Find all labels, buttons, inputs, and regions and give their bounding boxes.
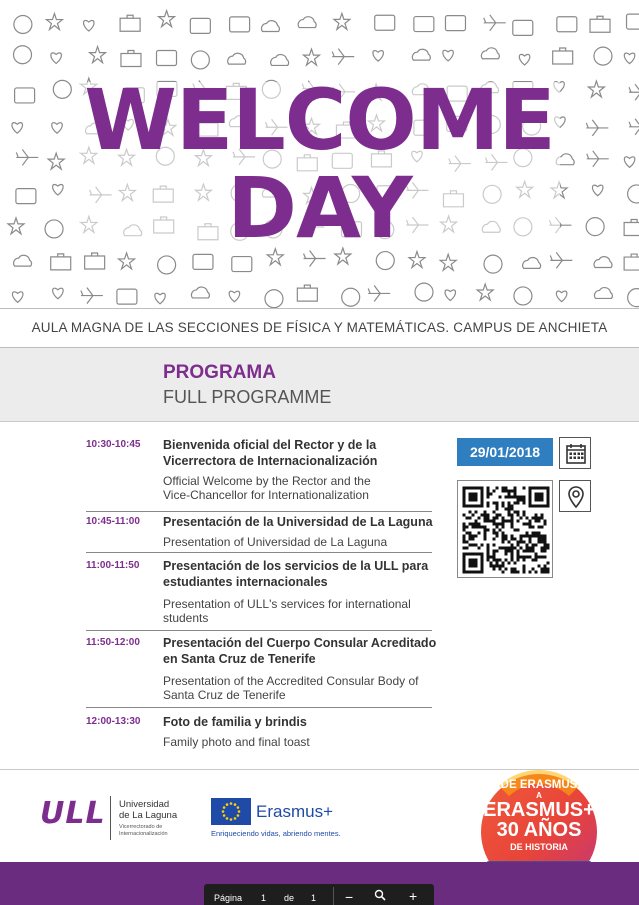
eu-flag-icon (211, 798, 251, 825)
doodle-shape (375, 15, 395, 30)
doodle-shape (298, 17, 316, 28)
schedule-time: 11:50-12:00 (86, 637, 140, 648)
schedule-title-es-line: Vicerrectora de Internacionalización (163, 454, 378, 468)
doodle-shape (191, 287, 209, 298)
doodle-shape (523, 258, 541, 269)
doodle-shape (232, 257, 252, 272)
schedule-row (86, 714, 432, 754)
programme-band (0, 348, 639, 422)
logo-divider (110, 796, 111, 840)
doodle-shape (624, 53, 635, 64)
doodle-shape (553, 48, 573, 64)
zoom-in-button[interactable]: + (409, 888, 418, 904)
ull-subtitle-line: Vicerrectorado de (119, 824, 163, 830)
schedule-title-en-line: students (163, 611, 209, 625)
doodle-shape (271, 55, 289, 66)
ull-name-line: de La Laguna (119, 810, 178, 821)
doodle-shape (159, 11, 175, 27)
doodle-shape (53, 288, 64, 299)
schedule-title-es (163, 635, 443, 667)
doodle-shape (556, 291, 567, 302)
doodle-shape (557, 17, 577, 32)
schedule-title-en-line: Presentation of the Accredited Consular Body of (163, 674, 419, 688)
doodle-shape (590, 16, 610, 32)
doodle-shape (51, 254, 71, 270)
doodle-shape (414, 17, 434, 32)
schedule-row (86, 635, 437, 711)
schedule-title-en (163, 735, 443, 749)
qr-code[interactable] (457, 480, 553, 578)
row-divider (86, 511, 432, 512)
doodle-shape (228, 53, 246, 64)
doodle-shape (628, 289, 639, 307)
doodle-shape (342, 288, 360, 306)
schedule-title-es-line: estudiantes internacionales (163, 575, 328, 589)
programme-subheading: FULL PROGRAMME (163, 387, 332, 407)
schedule-title-es-line: Presentación de la Universidad de La Laguna (163, 515, 433, 529)
doodle-shape (514, 287, 532, 305)
total-pages: 1 (311, 893, 317, 903)
doodle-shape (84, 20, 95, 31)
doodle-shape (334, 13, 350, 29)
doodle-shape (594, 47, 612, 65)
doodle-shape (121, 51, 141, 67)
schedule-title-en-line: Vice-Chancellor for Internationalization (163, 488, 369, 502)
calendar-icon (559, 437, 591, 469)
ull-name-line: Universidad (119, 799, 170, 810)
doodle-shape (193, 254, 213, 269)
badge-line2: A (536, 791, 542, 800)
doodle-shape (368, 285, 390, 301)
doodle-shape (12, 292, 23, 303)
doodle-shape (594, 288, 612, 299)
doodle-shape (157, 51, 177, 66)
doodle-shape (190, 18, 210, 33)
page-label: Página (214, 893, 243, 903)
programme-heading: PROGRAMA (163, 362, 276, 383)
venue-banner: AULA MAGNA DE LAS SECCIONES DE FÍSICA Y MATEMÁTICAS. CAMPUS DE ANCHIETA (0, 308, 639, 348)
doodle-shape (484, 15, 506, 31)
schedule-row (86, 437, 432, 513)
doodle-shape (513, 20, 533, 35)
schedule-title-es (163, 714, 443, 730)
doodle-shape (14, 255, 32, 266)
doodle-shape (229, 291, 240, 302)
current-page-input[interactable]: 1 (261, 893, 267, 903)
schedule-time: 12:00-13:30 (86, 716, 141, 727)
doodle-shape (415, 283, 433, 301)
schedule-title-en-line: Presentation of Universidad de La Laguna (163, 535, 388, 549)
ull-subtitle-line: Internacionalización (119, 830, 168, 837)
schedule-title-es-line: Bienvenida oficial del Rector y de la (163, 438, 377, 452)
row-divider (86, 630, 432, 631)
doodle-shape (303, 49, 319, 65)
doodle-shape (412, 49, 430, 60)
doodle-shape (373, 51, 384, 62)
schedule-time: 10:45-11:00 (86, 516, 140, 527)
doodle-shape (155, 293, 166, 304)
doodle-shape (445, 16, 465, 31)
of-label: de (284, 893, 295, 903)
schedule-title-en-line: Official Welcome by the Rector and the (163, 474, 371, 488)
badge-line5: DE HISTORIA (510, 842, 568, 852)
doodle-shape (262, 21, 280, 32)
schedule-title-en-line: Santa Cruz de Tenerife (163, 688, 286, 702)
doodle-shape (624, 254, 639, 270)
doodle-shape (265, 290, 283, 308)
doodle-shape (594, 257, 612, 268)
schedule-time: 10:30-10:45 (86, 439, 141, 450)
ull-logo: ULL (40, 796, 106, 831)
doodle-shape (443, 50, 454, 61)
doodle-shape (117, 289, 137, 304)
doodle-shape (445, 290, 456, 301)
title-welcome: WELCOME (84, 71, 555, 169)
zoom-icon[interactable] (374, 889, 386, 903)
schedule-title-es (163, 558, 443, 590)
erasmus-tagline: Enriqueciendo vidas, abriendo mentes. (211, 829, 341, 838)
doodle-shape (158, 256, 176, 274)
schedule-title-en (163, 474, 443, 502)
row-divider (86, 552, 432, 553)
schedule-title-es-line: Presentación de los servicios de la ULL para (163, 559, 429, 573)
doodle-shape (484, 255, 502, 273)
doodle-shape (14, 15, 32, 33)
schedule-row (86, 558, 432, 634)
ull-subtitle (119, 824, 199, 837)
schedule-title-es (163, 514, 443, 530)
pager-divider (333, 887, 334, 905)
badge-line4: 30 AÑOS (496, 819, 582, 841)
schedule-title-en-line: Presentation of ULL's services for international (163, 597, 411, 611)
schedule-title-en (163, 597, 443, 625)
badge-line1: DE ERASMUS (500, 779, 578, 791)
map-pin-icon (559, 480, 591, 512)
zoom-out-button[interactable]: − (345, 889, 354, 905)
doodle-shape (627, 14, 639, 29)
title-day: DAY (227, 159, 412, 257)
qr-code-image (458, 481, 554, 579)
doodle-shape (519, 54, 530, 65)
doodle-shape (14, 46, 32, 64)
schedule-title-es-line: en Santa Cruz de Tenerife (163, 652, 316, 666)
doodle-shape (90, 47, 106, 63)
doodle-shape (332, 49, 354, 65)
doodle-shape (297, 285, 317, 301)
schedule-title-en-line: Family photo and final toast (163, 735, 310, 749)
row-divider (86, 707, 432, 708)
schedule-title-en (163, 535, 443, 549)
schedule-title-es-line: Foto de familia y brindis (163, 715, 307, 729)
schedule-title-es-line: Presentación del Cuerpo Consular Acreditado (163, 636, 437, 650)
doodle-shape (477, 284, 493, 300)
event-date-badge: 29/01/2018 (457, 438, 553, 466)
schedule-title-en (163, 674, 443, 702)
doodle-shape (481, 48, 499, 59)
doodle-shape (440, 254, 456, 270)
doodle-shape (230, 17, 250, 32)
doodle-shape (120, 15, 140, 31)
schedule-title-es (163, 437, 443, 469)
schedule-row (86, 514, 432, 554)
ull-name (119, 799, 199, 821)
hero-banner (0, 0, 639, 308)
doodle-shape (51, 53, 62, 64)
erasmus-logo-text: Erasmus+ (256, 802, 333, 821)
doodle-shape (46, 14, 62, 30)
doodle-shape (81, 288, 103, 304)
badge-line3: ERASMUS+ (483, 799, 595, 821)
schedule-time: 11:00-11:50 (86, 560, 140, 571)
doodle-shape (191, 51, 209, 69)
pdf-pager-toolbar (204, 884, 434, 905)
